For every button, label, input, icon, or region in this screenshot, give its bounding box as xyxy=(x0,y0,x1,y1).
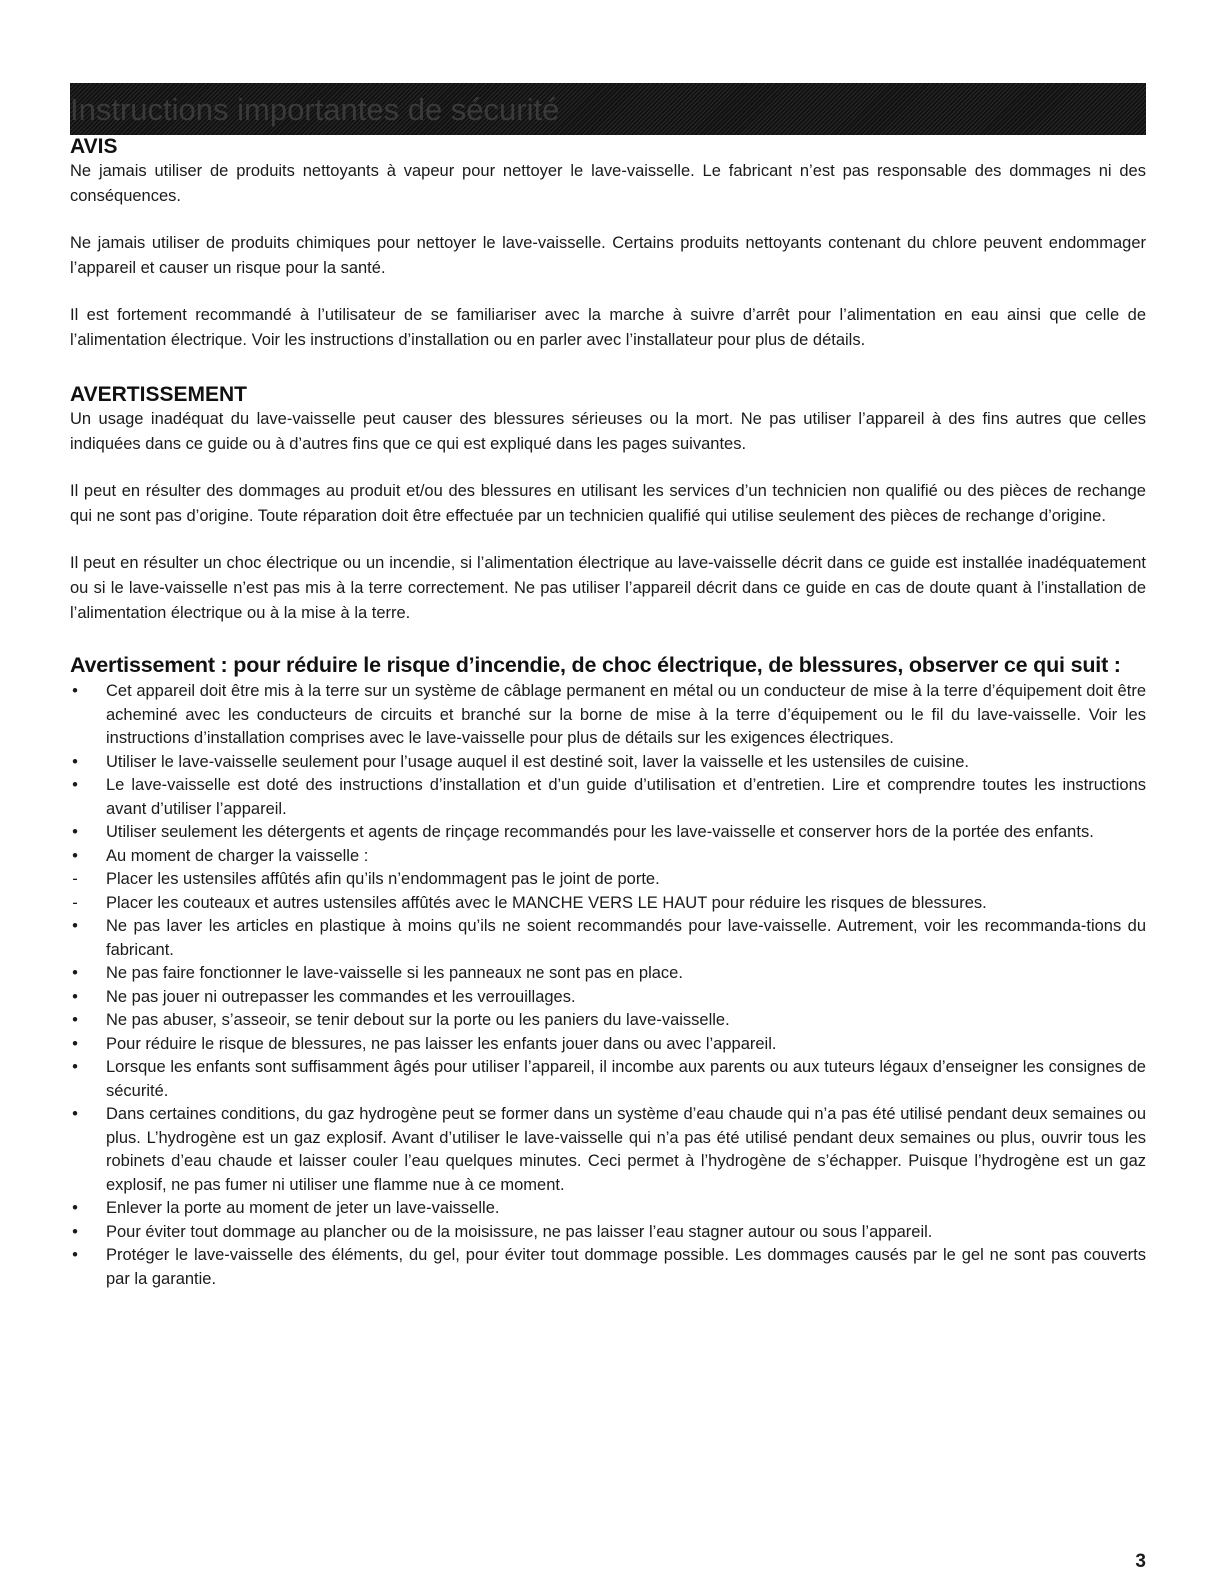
list-item xyxy=(70,821,1146,845)
bullet-mark: • xyxy=(72,1034,78,1053)
list-item xyxy=(70,1056,1146,1103)
list-item xyxy=(70,962,1146,986)
bullet-mark: • xyxy=(72,1222,78,1241)
bullet-mark: • xyxy=(72,987,78,1006)
avertissement-paragraph: Un usage inadéquat du lave-vaisselle peut causer des blessures sérieuses ou la mort. Ne pas utiliser l’appareil à des fins autres que celles indiquées dans ce guide ou à d’autres fins que ce qui est expliqué dans les pages suivantes. xyxy=(70,410,1146,453)
list-item-text: Pour éviter tout dommage au plancher ou de la moisissure, ne pas laisser l’eau stagner autour ou sous l’appareil. xyxy=(106,1222,933,1241)
list-item-text: Ne pas abuser, s’asseoir, se tenir debout sur la porte ou les paniers du lave-vaisselle. xyxy=(106,1011,730,1029)
bullet-mark: • xyxy=(72,1246,78,1264)
bullet-mark: • xyxy=(72,1058,78,1076)
avis-paragraph: Il est fortement recommandé à l’utilisateur de se familiariser avec la marche à suivre d’arrêt pour l’alimentation en eau ainsi que celle de l’alimentation électrique. Voir les instructions d’installation ou en parler avec l’installateur pour plus de détails. xyxy=(70,306,1146,349)
avertissement-paragraph: Il peut en résulter un choc électrique ou un incendie, si l’alimentation électrique au lave-vaisselle décrit dans ce guide est installée inadéquatement ou si le lave-vaisselle n’est pas mis à la terre correctement. Ne pas utiliser l’appareil décrit dans ce guide en cas de doute quant à l’installation de l’alimentation électrique ou à la mise à la terre. xyxy=(70,554,1146,622)
list-item-text: Au moment de charger la vaisselle : xyxy=(106,846,369,865)
list-item-text: Enlever la porte au moment de jeter un lave-vaisselle. xyxy=(106,1199,500,1217)
banner-title: Instructions importantes de sécurité xyxy=(70,92,560,127)
dash-mark: - xyxy=(72,893,78,912)
list-item xyxy=(70,845,1146,869)
list-item-text: Lorsque les enfants sont suffisamment âgés pour utiliser l’appareil, il incombe aux parents ou aux tuteurs légaux d’enseigner les consignes de sécurité. xyxy=(106,1058,1146,1100)
list-item-text: Cet appareil doit être mis à la terre sur un système de câblage permanent en métal ou un conducteur de mise à la terre d’équipement doit être acheminé avec les conducteurs de circuits et branché sur la borne de mise à la terre d’équipement ou le fil du lave-vaisselle. Voir les instructions d’installation comprises avec le lave-vaisselle pour plus de détails sur les exigences électriques. xyxy=(106,682,1146,747)
bullet-mark: • xyxy=(72,776,78,794)
list-item xyxy=(70,751,1146,775)
avis-paragraph: Ne jamais utiliser de produits nettoyants à vapeur pour nettoyer le lave-vaisselle. Le fabricant n’est pas responsable des dommages ni des conséquences. xyxy=(70,162,1146,205)
list-item-text: Utiliser le lave-vaisselle seulement pour l’usage auquel il est destiné soit, laver la vaisselle et les ustensiles de cuisine. xyxy=(106,752,970,771)
list-item xyxy=(70,1033,1146,1057)
bullet-mark: • xyxy=(72,1105,78,1123)
bullet-mark: • xyxy=(72,917,78,935)
list-item-text: Ne pas laver les articles en plastique à moins qu’ils ne soient recommandés pour lave-vaisselle. Autrement, voir les recommanda-tions du fabricant. xyxy=(106,917,1146,959)
list-item-text: Utiliser seulement les détergents et agents de rinçage recommandés pour les lave-vaisselle et conserver hors de la portée des enfants. xyxy=(106,823,1094,841)
page-content xyxy=(70,83,1146,1291)
section-banner xyxy=(70,83,1146,135)
bullet-mark: • xyxy=(72,823,78,841)
avis-heading: AVIS xyxy=(70,135,118,158)
warning-list-heading: Avertissement : pour réduire le risque d’incendie, de choc électrique, de blessures, observer ce qui suit : xyxy=(70,653,1121,677)
bullet-mark: • xyxy=(72,846,78,865)
avertissement-paragraph: Il peut en résulter des dommages au produit et/ou des blessures en utilisant les services d’un technicien non qualifié ou des pièces de rechange qui ne sont pas d’origine. Toute réparation doit être effectuée par un technicien qualifié qui utilise seulement des pièces de rechange d’origine. xyxy=(70,482,1146,525)
list-item-text: Ne pas jouer ni outrepasser les commandes et les verrouillages. xyxy=(106,987,576,1006)
list-item-text: Protéger le lave-vaisselle des éléments, du gel, pour éviter tout dommage possible. Les dommages causés par le gel ne sont pas couverts par la garantie. xyxy=(106,1246,1146,1288)
list-item xyxy=(70,892,1146,916)
list-item xyxy=(70,868,1146,892)
bullet-mark: • xyxy=(72,1011,78,1029)
bullet-mark: • xyxy=(72,1199,78,1217)
list-item xyxy=(70,1103,1146,1197)
list-item-text: Placer les couteaux et autres ustensiles affûtés avec le MANCHE VERS LE HAUT pour réduire les risques de blessures. xyxy=(106,893,987,912)
avertissement-heading: AVERTISSEMENT xyxy=(70,383,247,406)
list-item xyxy=(70,986,1146,1010)
list-item-text: Dans certaines conditions, du gaz hydrogène peut se former dans un système d’eau chaude qui n’a pas été utilisé pendant deux semaines ou plus. L’hydrogène est un gaz explosif. Avant d’utiliser le lave-vaisselle qui n’a pas été utilisé pendant deux semaines ou plus, ouvrir tous les robinets d’eau chaude et laisser couler l’eau quelques minutes. Ceci permet à l’hydrogène de s’échapper. Puisque l’hydrogène est un gaz explosif, ne pas fumer ni utiliser une flamme nue à ce moment. xyxy=(106,1105,1146,1194)
bullet-mark: • xyxy=(72,682,78,700)
list-item xyxy=(70,680,1146,751)
list-item-text: Placer les ustensiles affûtés afin qu’ils n’endommagent pas le joint de porte. xyxy=(106,870,660,888)
list-item xyxy=(70,1009,1146,1033)
list-item xyxy=(70,915,1146,962)
warning-list xyxy=(70,680,1146,1291)
avis-paragraph: Ne jamais utiliser de produits chimiques pour nettoyer le lave-vaisselle. Certains produits nettoyants contenant du chlore peuvent endommager l’appareil et causer un risque pour la santé. xyxy=(70,234,1146,277)
dash-mark: - xyxy=(72,870,78,888)
list-item xyxy=(70,1221,1146,1245)
page-number: 3 xyxy=(1135,1551,1146,1572)
list-item-text: Pour réduire le risque de blessures, ne pas laisser les enfants jouer dans ou avec l’appareil. xyxy=(106,1034,777,1053)
list-item xyxy=(70,774,1146,821)
bullet-mark: • xyxy=(72,752,78,771)
list-item-text: Ne pas faire fonctionner le lave-vaisselle si les panneaux ne sont pas en place. xyxy=(106,964,683,982)
bullet-mark: • xyxy=(72,964,78,982)
list-item xyxy=(70,1244,1146,1291)
list-item xyxy=(70,1197,1146,1221)
list-item-text: Le lave-vaisselle est doté des instructions d’installation et d’un guide d’utilisation et d’entretien. Lire et comprendre toutes les instructions avant d’utiliser l’appareil. xyxy=(106,776,1146,818)
